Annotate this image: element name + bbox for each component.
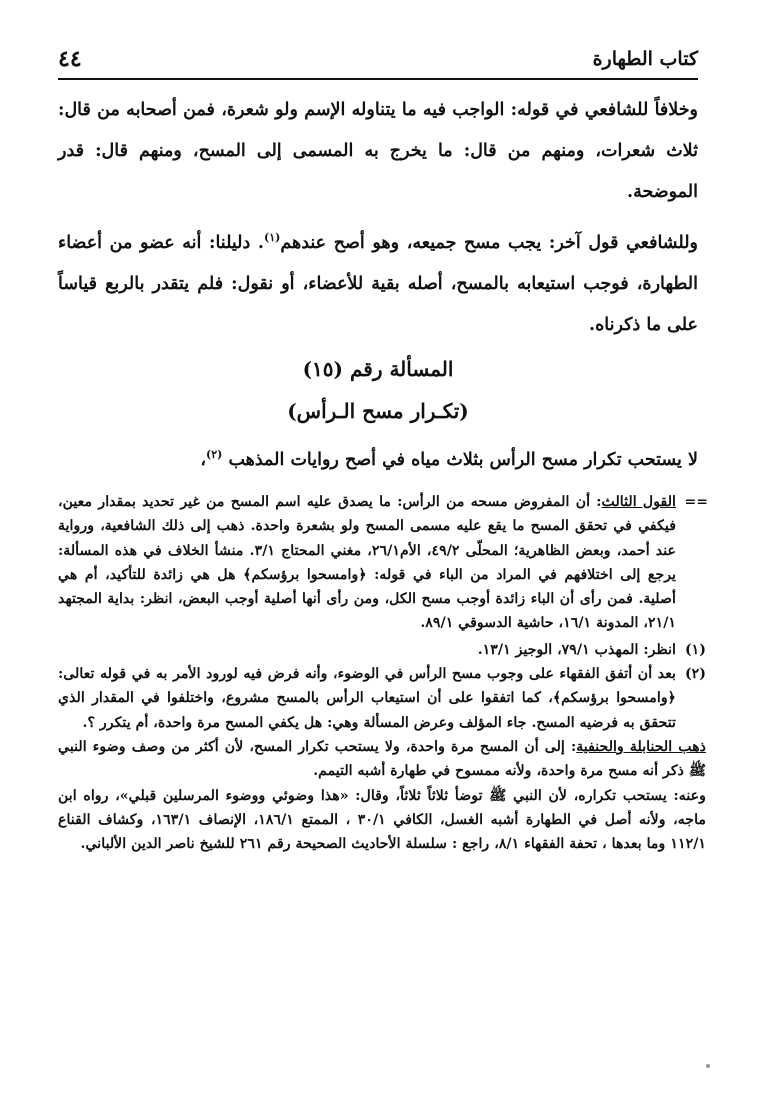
footnote-1: [58, 638, 706, 662]
page-number: ٤٤: [58, 46, 82, 72]
footnote-ref-2[interactable]: (٢): [205, 447, 223, 461]
page-header: [58, 44, 698, 84]
footnote-2-number: (٢): [684, 666, 706, 683]
footnote-ref-1[interactable]: (١): [263, 231, 281, 244]
footnote-2-hanbali: ذهب الحنابلة والحنفية: إلى أن المسح مرة واحدة، ولا يستحب تكرار المسح، لأن أكثر من وصف وضوء النبي ﷺ ذكر أنه مسح مرة واحدة، ولأنه ممسوح في طهارة أشبه التيمم.: [58, 738, 706, 780]
issue-heading: المسألة رقم (١٥): [302, 356, 454, 381]
paragraph-2: وللشافعي قول آخر: يجب مسح جميعه، وهو أصح عندهم$^{(١)}$. دليلنا: أنه عضو من أعضاء الطهارة، فوجب استيعابه بالمسح، أصله بقية للأعضاء، أو نقول: فلم يتقدر بالربع قياساً على ما ذكرناه.: [58, 231, 698, 335]
footnote-2: [58, 662, 706, 735]
footnote-1-text: انظر: المهذب ٧٩/١، الوجيز ١٣/١.: [477, 641, 676, 658]
main-text: [58, 90, 698, 485]
footnote-label: القول الثالث: [601, 494, 676, 510]
footnote-2-other-view: وعنه: يستحب تكراره، لأن النبي ﷺ توضأ ثلاثاً ثلاثاً، وقال: «هذا وضوئي ووضوء المرسلين قبلي»، رواه ابن ماجه، ولأنه أصل في الطهارة أشبه الغسل، الكافي ٣٠/١ ، الممتع ١٨٦/١، الإنصاف ١٦٣/١، وكشاف القناع ١١٢/١ وما بعدها ، تحفة الفقهاء ٨/١، راجع : سلسلة الأحاديث الصحيحة رقم ٢٦١ للشيخ ناصر الدين الألباني.: [58, 787, 706, 853]
issue-subheading: (تكـرار مسح الـرأس): [287, 398, 469, 423]
footnote-2-text: بعد أن أتفق الفقهاء على وجوب مسح الرأس في الوضوء، وأنه فرض فيه لورود الأمر به في قوله تعالى: ﴿وامسحوا برؤسكم﴾، كما اتفقوا على أن استيعاب الرأس بالمسح مشروع، واختلفوا في المقدار الذي تتحقق به فرضيه المسح. جاء المؤلف وعرض المسألة وهي: هل يكفي المسح مرة واحدة، أم يتكرر ؟.: [58, 666, 676, 731]
paragraph-1: وخلافاً للشافعي في قوله: الواجب فيه ما يتناوله الإسم ولو شعرة، فمن أصحابه من قال: ثلاث شعرات، ومنهم من قال: ما يخرج به المسمى إلى المسح، ومنهم قال: قدر الموضحة.: [58, 100, 698, 202]
footnote-continuation: القول الثالث: أن المفروض مسحه من الرأس: ما يصدق عليه اسم المسح من غير تحديد بمقدار معين، فيكفي في تحقق المسح ما يقع عليه مسمى المسح ولو بشعرة واحدة. ذهب إلى ذلك الشافعية، ورواية عند أحمد، وبعض الظاهرية؛ المحلّى ٤٩/٢، الأم٢٦/١، مغني المحتاج ٣/١. منشأ الخلاف في هذه المسألة: يرجع إلى اختلافهم في المراد من الباء في قوله: ﴿وامسحوا برؤسكم﴾ هل هي زائدة للتأكيد، أم هي أصلية. فمن رأى أن الباء زائدة أوجب مسح الكل، ومن رأى أنها أصلية أوجب البعض، انظر: بداية المجتهد ٢١/١، المدونة ١٦/١، حاشية الدسوقي ٨٩/١.: [58, 494, 676, 632]
page-speck: [706, 1064, 710, 1068]
footnote-2-label: ذهب الحنابلة والحنفية: [576, 738, 706, 755]
running-title: كتاب الطهارة: [592, 48, 698, 70]
footnote-1-number: (١): [684, 641, 706, 658]
footnotes: [58, 490, 706, 856]
footnote-separator: ==: [684, 494, 708, 510]
header-rule: [58, 78, 698, 80]
paragraph-3: لا يستحب تكرار مسح الرأس بثلاث مياه في أصح روايات المذهب $^{(٢)}$،: [200, 447, 698, 470]
